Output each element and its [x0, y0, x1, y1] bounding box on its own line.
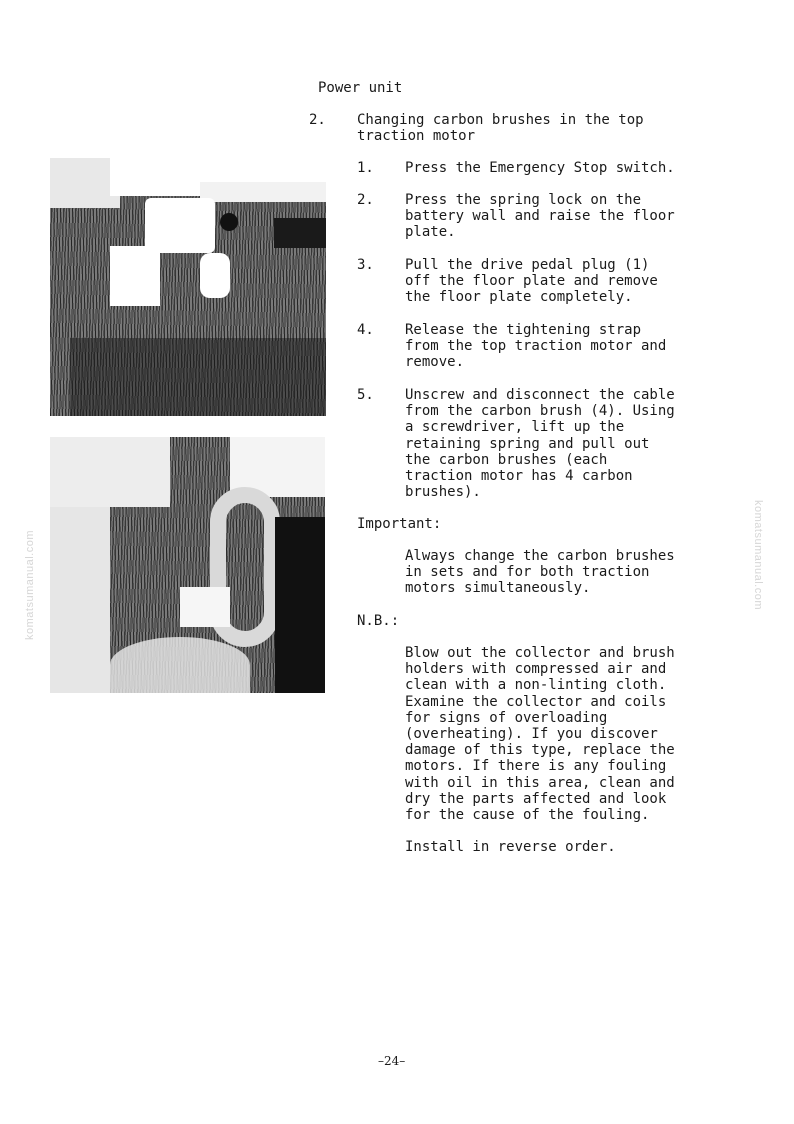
step-text-line: the carbon brushes (each — [405, 451, 608, 468]
important-note — [405, 548, 675, 597]
step-text-line: brushes). — [405, 484, 481, 501]
step-text-line: from the carbon brush (4). Using — [405, 403, 675, 420]
step-text-line: from the top traction motor and — [405, 338, 667, 355]
step-text-line: Press the Emergency Stop switch. — [405, 160, 675, 176]
step-text-line: a screwdriver, lift up the — [405, 419, 625, 436]
watermark-left: komatsumanual.com — [24, 530, 36, 640]
step-text-line: Press the spring lock on the — [405, 192, 642, 208]
step-number: 2. — [357, 192, 374, 208]
important-line: motors simultaneously. — [405, 580, 591, 597]
closing-instruction: Install in reverse order. — [405, 839, 616, 855]
step-text-line: the floor plate completely. — [405, 289, 633, 306]
step-text — [405, 322, 666, 371]
watermark-right: komatsumanual.com — [752, 500, 764, 610]
step-text — [405, 192, 675, 241]
step-text-line: Unscrew and disconnect the cable — [405, 387, 675, 403]
nb-line: clean with a non-linting cloth. — [405, 677, 667, 694]
step-text-line: off the floor plate and remove — [405, 273, 658, 290]
section-title — [357, 112, 644, 144]
traction-motor-photo-top — [50, 158, 326, 416]
step-number: 1. — [357, 160, 374, 176]
section-number: 2. — [309, 112, 326, 128]
important-line: Always change the carbon brushes — [405, 548, 675, 564]
nb-line: Examine the collector and coils — [405, 693, 667, 710]
step-text-line: Pull the drive pedal plug (1) — [405, 257, 650, 273]
carbon-brush-photo-bottom — [50, 437, 325, 693]
nb-line: motors. If there is any fouling — [405, 758, 667, 775]
step-text-line: traction motor has 4 carbon — [405, 468, 633, 485]
important-line: in sets and for both traction — [405, 564, 650, 581]
section-title-line: Changing carbon brushes in the top — [357, 112, 644, 128]
step-text-line: retaining spring and pull out — [405, 435, 650, 452]
step-number: 4. — [357, 322, 374, 338]
nb-line: (overheating). If you discover — [405, 726, 658, 743]
page-number: –24– — [378, 1054, 406, 1068]
nb-label: N.B.: — [357, 613, 400, 629]
nb-line: damage of this type, replace the — [405, 742, 675, 759]
page-title: Power unit — [318, 80, 403, 96]
nb-line: for signs of overloading — [405, 709, 608, 726]
step-number: 5. — [357, 387, 374, 403]
step-text-line: remove. — [405, 354, 465, 371]
section-title-line: traction motor — [357, 128, 476, 145]
step-text-line: Release the tightening strap — [405, 322, 642, 338]
nb-line: dry the parts affected and look — [405, 790, 667, 807]
important-label: Important: — [357, 516, 442, 532]
step-text-line: plate. — [405, 224, 456, 241]
nb-line: with oil in this area, clean and — [405, 774, 675, 791]
nb-line: for the cause of the fouling. — [405, 807, 650, 824]
nb-note — [405, 645, 675, 823]
step-text — [405, 257, 658, 306]
nb-line: holders with compressed air and — [405, 661, 667, 678]
step-text — [405, 387, 675, 500]
step-text-line: battery wall and raise the floor — [405, 208, 675, 225]
step-number: 3. — [357, 257, 374, 273]
nb-line: Blow out the collector and brush — [405, 645, 675, 661]
step-text — [405, 160, 675, 176]
